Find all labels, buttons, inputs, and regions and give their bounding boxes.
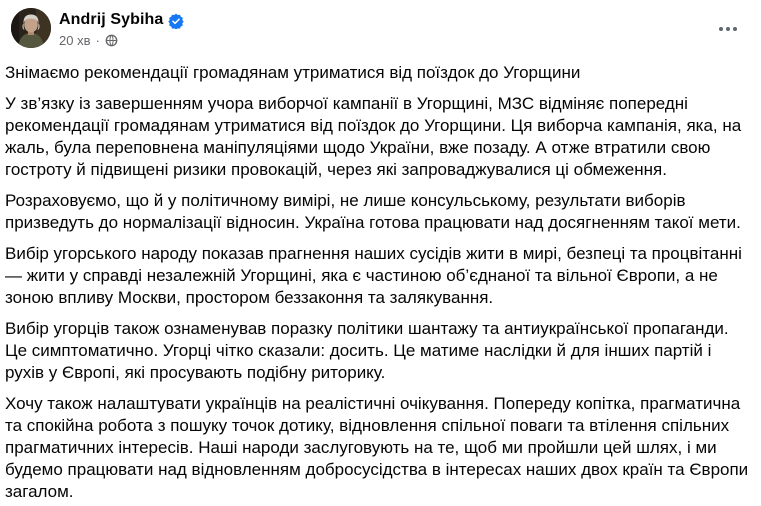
timestamp[interactable]: 20 хв — [59, 33, 91, 48]
author-name[interactable]: Andrij Sybiha — [59, 11, 164, 28]
header-info — [59, 8, 184, 48]
verified-badge-icon — [168, 13, 184, 29]
more-options-button[interactable] — [711, 12, 745, 46]
post-paragraph: У зв’язку із завершенням учора виборчої кампанії в Угорщині, МЗС відміняє попередні рекомендації громадянам утриматися від поїздок до Угорщини. Ця виборча кампанія, яка, на жаль, була переповнена маніпуляціями щодо України, вже позаду. А отже втратили свою гостроту й підвищені ризики провокацій, через які запроваджувалися ці обмеження. — [5, 94, 742, 179]
avatar[interactable] — [11, 8, 51, 48]
ellipsis-more-icon — [719, 27, 737, 31]
post-paragraph: Знімаємо рекомендації громадянам утриматися від поїздок до Угорщини — [5, 63, 581, 82]
post-body — [0, 62, 761, 503]
profile-photo — [11, 8, 51, 48]
post-paragraph: Вибір угорців також ознаменував поразку політики шантажу та антиукраїнської пропаганди. Це симптоматично. Угорці чітко сказали: досить. Це матиме наслідки й для інших партій і рухів у Європі, які просувають подібну риторику. — [5, 319, 729, 382]
post-paragraph: Розраховуємо, що й у політичному вимірі, не лише консульському, результати виборів призведуть до нормалізації відносин. Україна готова працювати над досягненням такої мети. — [5, 191, 741, 232]
meta-separator: · — [95, 33, 100, 48]
post-paragraph: Хочу також налаштувати українців на реалістичні очікування. Попереду копітка, прагматична та спокійна робота з пошуку точок дотику, відновлення спільної поваги та втілення спільних прагматичних інтересів. Наші народи заслуговують на те, щоб ми пройшли цей шлях, і ми будемо працювати над відновленням добросусідства в інтересах наших двох країн та Європи загалом. — [5, 394, 749, 501]
post-header — [0, 0, 761, 48]
post-meta — [59, 33, 184, 48]
post-paragraph: Вибір угорського народу показав прагнення наших сусідів жити в мирі, безпеці та процвітанні — жити у справді незалежній Угорщині, яка є частиною об’єднаної та вільної Європи, а не зоною впливу Москви, простором беззаконня та залякування. — [5, 244, 742, 307]
globe-public-icon — [105, 34, 118, 47]
